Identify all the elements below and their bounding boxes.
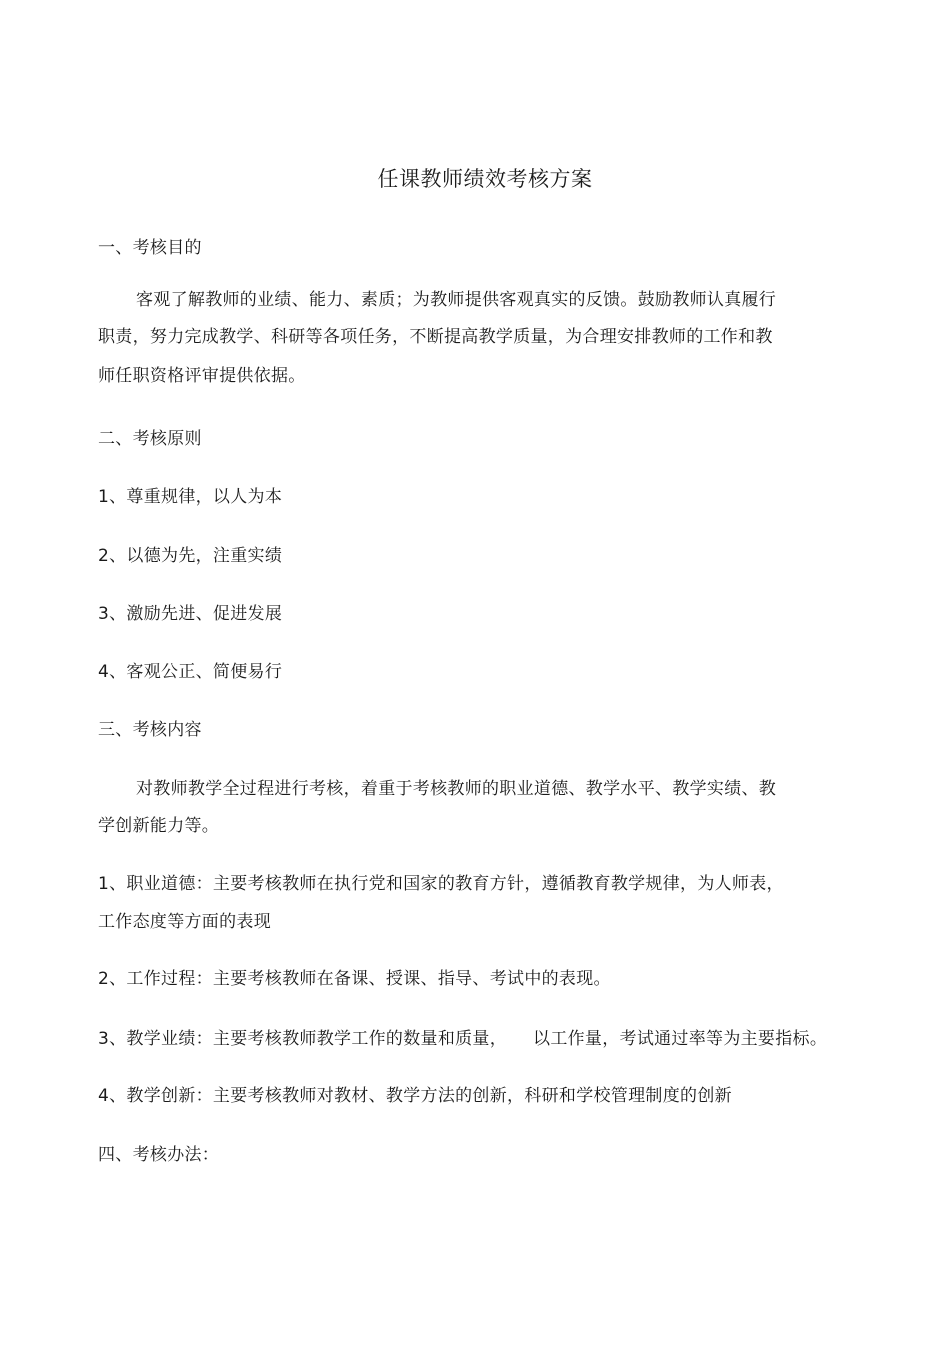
paragraph-line: 学创新能力等。 (98, 816, 220, 836)
list-item: 1、尊重规律，以人为本 (98, 487, 283, 507)
list-item: 4、客观公正、简便易行 (98, 662, 283, 682)
content-item-ethics: 1、职业道德：主要考核教师在执行党和国家的教育方针，遵循教育教学规律，为人师表， (98, 874, 784, 894)
content-item-innovation: 4、教学创新：主要考核教师对教材、教学方法的创新，科研和学校管理制度的创新 (98, 1086, 732, 1106)
content-item-ethics-cont: 工作态度等方面的表现 (98, 912, 271, 932)
content-item-process: 2、工作过程：主要考核教师在备课、授课、指导、考试中的表现。 (98, 969, 611, 989)
document-title: 任课教师绩效考核方案 (377, 167, 593, 191)
paragraph-line: 客观了解教师的业绩、能力、素质；为教师提供客观真实的反馈。鼓励教师认真履行 (136, 290, 777, 310)
section-heading-methods: 四、考核办法： (98, 1145, 220, 1165)
list-item: 3、激励先进、促进发展 (98, 604, 283, 624)
section-heading-content: 三、考核内容 (98, 720, 202, 740)
content-item-performance (98, 1027, 827, 1051)
content-item-performance-a: 3、教学业绩：主要考核教师教学工作的数量和质量， (98, 1029, 508, 1049)
section-heading-purpose: 一、考核目的 (98, 238, 202, 258)
paragraph-line: 对教师教学全过程进行考核，着重于考核教师的职业道德、教学水平、教学实绩、教 (136, 779, 777, 799)
content-item-performance-b: 以工作量，考试通过率等为主要指标。 (533, 1029, 828, 1049)
paragraph-line: 职责，努力完成教学、科研等各项任务，不断提高教学质量，为合理安排教师的工作和教 (98, 327, 773, 347)
section-heading-principles: 二、考核原则 (98, 429, 202, 449)
paragraph-line: 师任职资格评审提供依据。 (98, 366, 306, 386)
list-item: 2、以德为先，注重实绩 (98, 546, 283, 566)
